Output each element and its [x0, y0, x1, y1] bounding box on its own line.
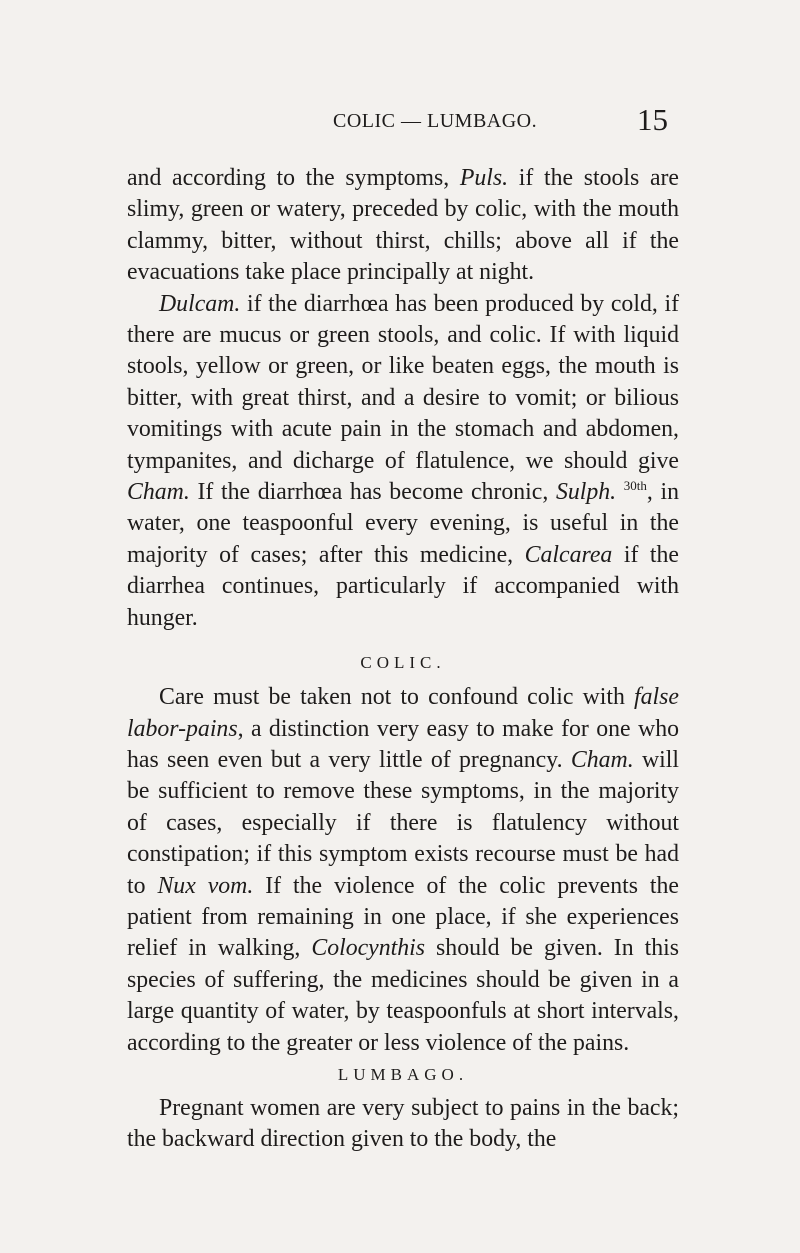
- potency-number: 30: [623, 478, 637, 494]
- section-heading-lumbago: LUMBAGO.: [337, 1064, 469, 1084]
- potency-suffix: th: [636, 478, 647, 494]
- remedy-puls: Puls.: [459, 165, 509, 191]
- running-header: COLIC — LUMBAGO.: [333, 110, 538, 132]
- remedy-colocynthis: Colocynthis: [311, 935, 426, 962]
- text-run: If the violence of the colic prevents the patient from remaining in one place, if she experiences relief in walking,: [127, 872, 679, 962]
- paragraph-colic: [127, 682, 679, 1059]
- text-run: and according to the symptoms,: [127, 165, 460, 191]
- term-false-labor-pains: false labor-pains: [127, 684, 679, 742]
- section-heading-colic: COLIC.: [360, 653, 446, 673]
- text-run: if the diarrhea continues, particularly if accompanied with hunger.: [127, 541, 679, 631]
- page-number: 15: [637, 102, 668, 137]
- paragraph-puls: [127, 163, 679, 289]
- paragraph-dulcam: [127, 289, 679, 634]
- remedy-calcarea: Calcarea: [524, 541, 613, 568]
- text-run: should be given. In this species of suffering, the medicines should be given in a large quantity of water, by teaspoonfuls at short intervals, according to the greater or less violence of the pains.: [127, 935, 680, 1056]
- text-run: , in water, one teaspoonful every evening, is useful in the majority of cases; after this medicine,: [127, 479, 680, 568]
- text-run: if the diarrhœa has been produced by cold, if there are mucus or green stools, and colic. If with liquid stools, yellow or green, or like beaten eggs, the mouth is bitter, with great thirst, and a desire to vomit; or bilious vomitings with acute pain in the stomach and abdomen, tympanites, and dicharge of flatulence, we should give: [127, 290, 679, 474]
- remedy-sulph: Sulph.: [555, 479, 617, 506]
- remedy-cham: Cham.: [127, 479, 190, 506]
- text-run: , a distinction very easy to make for one who has seen even but a very little of pregnancy.: [127, 715, 679, 773]
- paragraph-lumbago: Pregnant women are very subject to pains in the back; the backward direction given to the body, the: [127, 1094, 679, 1153]
- text-run: If the diarrhœa has become chronic,: [189, 479, 556, 506]
- body-text: [127, 163, 679, 1156]
- text-run: will be sufficient to remove these symptoms, in the majority of cases, especially if there is flatulency without constipation; if this symptom exists recourse must be had to: [127, 746, 679, 899]
- remedy-cham: Cham.: [570, 746, 634, 773]
- remedy-nux-vom: Nux vom.: [157, 872, 254, 899]
- remedy-dulcam: Dulcam.: [159, 290, 241, 317]
- potency-superscript: [624, 478, 647, 493]
- text-run: if the stools are slimy, green or watery, preceded by colic, with the mouth clammy, bitter, without thirst, chills; above all if the evacuations take place principally at night.: [127, 165, 679, 286]
- text-run: [616, 479, 624, 505]
- text-run: Care must be taken not to confound colic with: [159, 684, 635, 711]
